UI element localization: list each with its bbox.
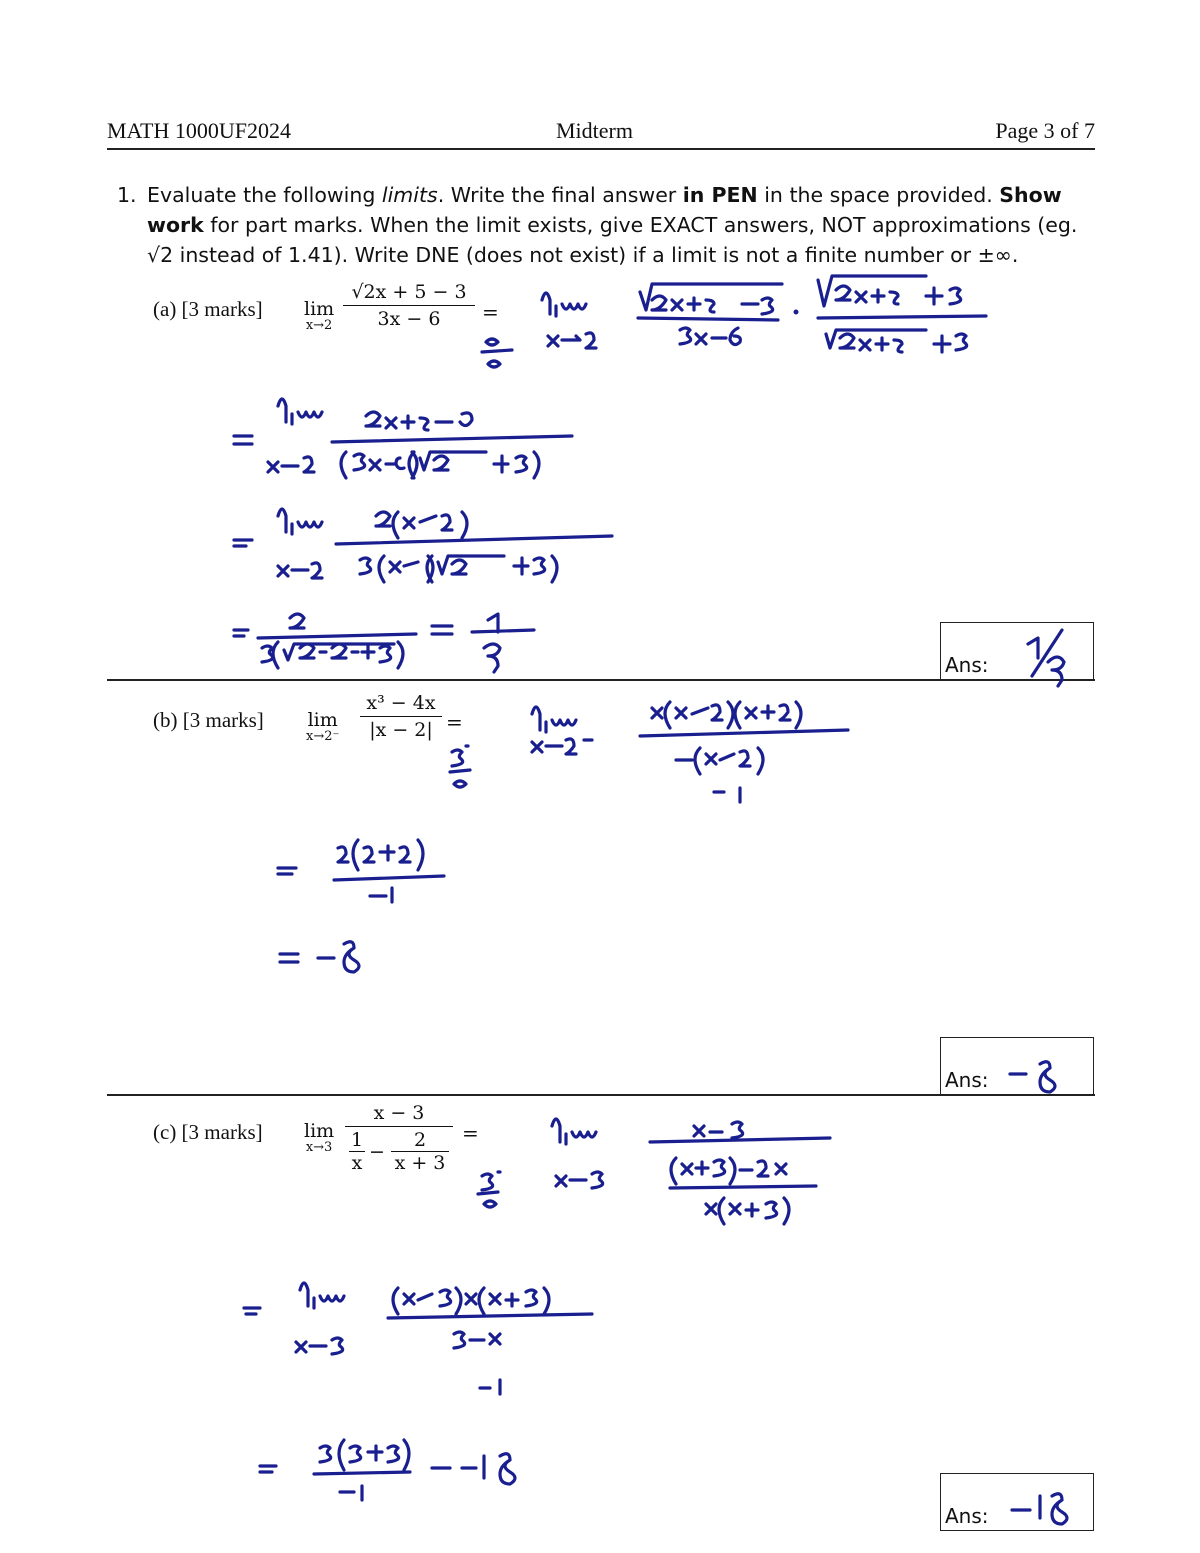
part-b-lim: lim x→2⁻: [306, 709, 340, 744]
part-b-denominator: |x − 2|: [369, 719, 433, 742]
part-a-denominator: 3x − 6: [377, 308, 441, 331]
part-b-label: (b) [3 marks]: [153, 708, 264, 732]
part-b-numerator: x³ − 4x: [366, 692, 436, 714]
part-a-numerator: √2x + 5 − 3: [351, 281, 467, 303]
part-c-lim: lim x→3: [304, 1120, 335, 1155]
answer-label: Ans:: [945, 653, 989, 677]
page-number: Page 3 of 7: [995, 118, 1095, 143]
question-text: Evaluate the following limits. Write the final answer in PEN in the space provided. Show work for part marks. When the limit exists, give EXACT answers, NOT approximations (eg. √2 instead of 1.41). Write DNE (does not exist) if a limit is not a finite number or ±∞.: [147, 183, 1078, 267]
part-c-numerator: x − 3: [373, 1102, 425, 1124]
answer-label: Ans:: [945, 1504, 989, 1528]
exam-title: Midterm: [556, 118, 633, 143]
part-a-label: (a) [3 marks]: [153, 297, 263, 321]
part-a-equals: =: [482, 300, 499, 324]
part-c-handwritten-work: [244, 1119, 1067, 1524]
part-b-handwritten-work: [278, 702, 1055, 1092]
part-c-label: (c) [3 marks]: [153, 1120, 263, 1144]
part-c-denominator: 1 x − 2 x + 3: [345, 1127, 453, 1181]
part-c-equals: =: [462, 1121, 479, 1145]
question-number: 1.: [117, 183, 137, 207]
course-code: MATH 1000UF2024: [107, 118, 291, 143]
part-a-handwritten-work: [234, 276, 1064, 686]
part-a-lim: lim x→2: [304, 298, 335, 333]
part-b-equals: =: [446, 710, 463, 734]
answer-label: Ans:: [945, 1068, 989, 1092]
